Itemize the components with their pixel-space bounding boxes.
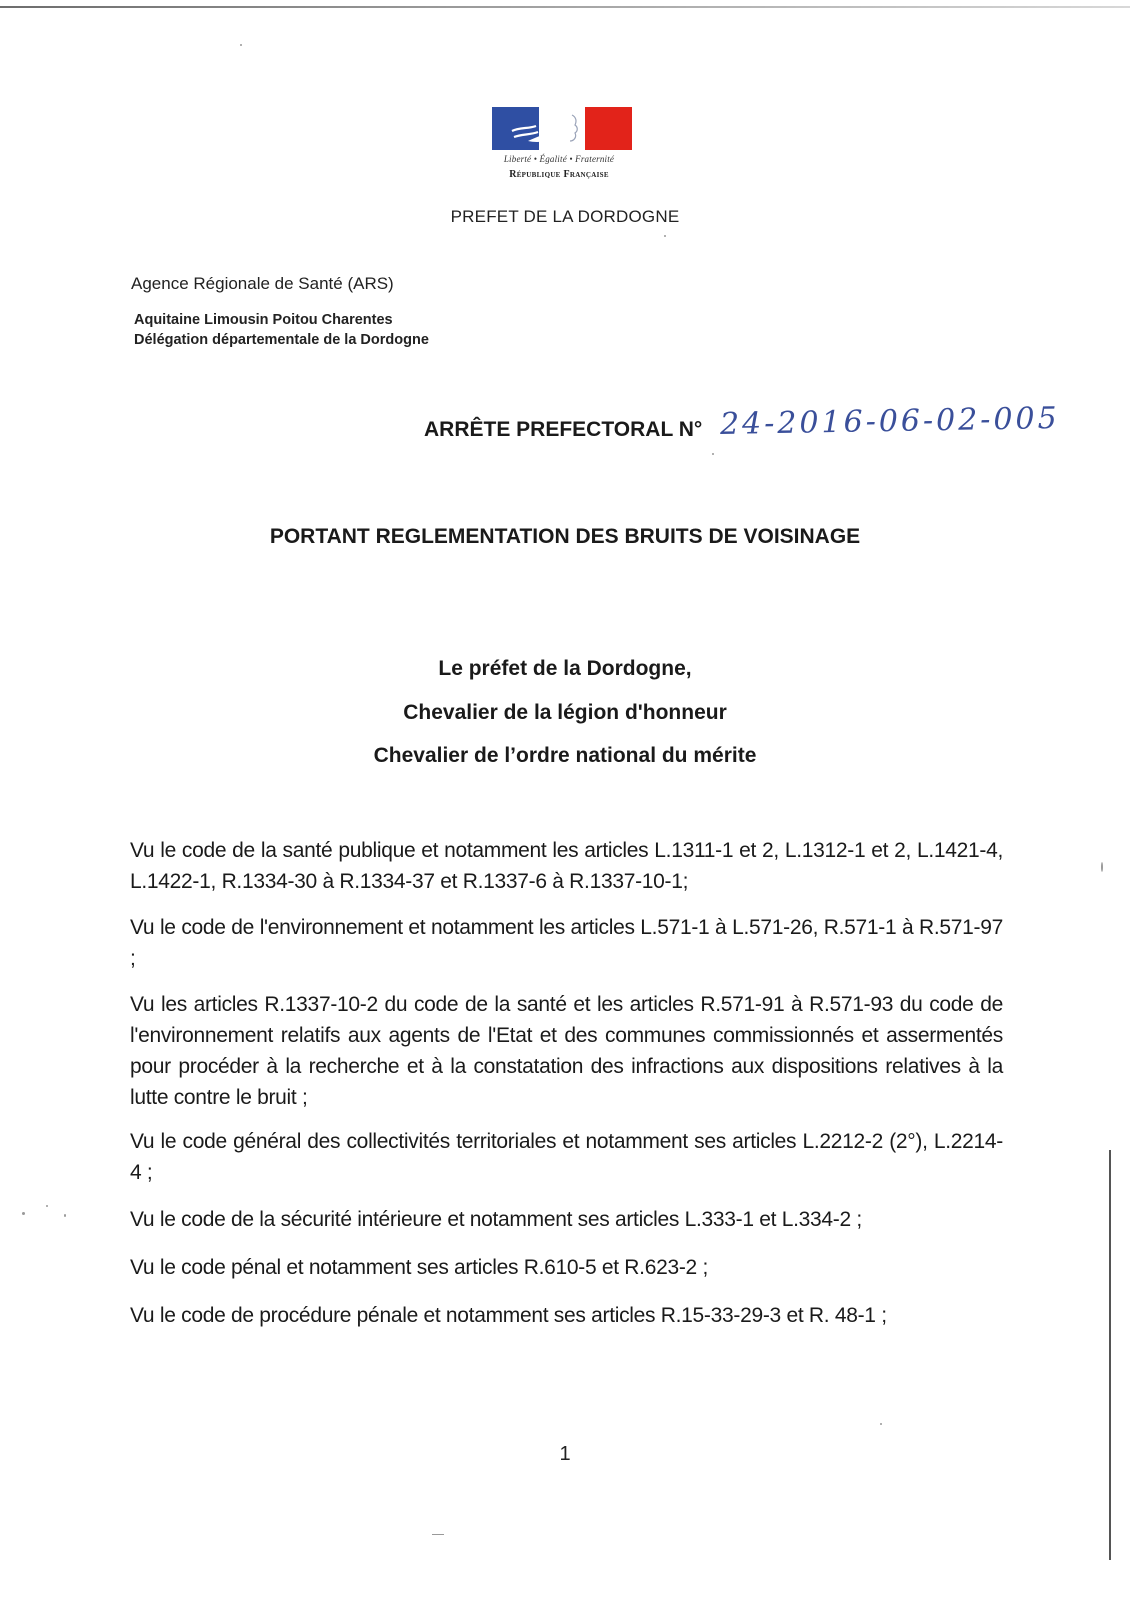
scan-speck — [46, 1205, 48, 1207]
scan-speck — [64, 1214, 66, 1217]
arrete-subject: PORTANT REGLEMENTATION DES BRUITS DE VOISINAGE — [269, 525, 861, 548]
consideration-paragraph: Vu le code de la sécurité intérieure et notamment ses articles L.333-1 et L.334-2 ; — [130, 1208, 862, 1231]
page-number: 1 — [559, 1443, 571, 1465]
scan-edge-right — [1109, 1150, 1111, 1560]
scan-speck — [1101, 862, 1103, 872]
agency-region: Aquitaine Limousin Poitou Charentes — [134, 312, 393, 328]
consideration-paragraph: Vu le code de procédure pénale et notamment ses articles R.15-33-29-3 et R. 48-1 ; — [130, 1304, 887, 1327]
republic-motto: Liberté • Égalité • Fraternité — [503, 154, 615, 164]
scan-speck — [664, 235, 666, 237]
agency-delegation: Délégation départementale de la Dordogne — [134, 332, 429, 348]
consideration-paragraph: Vu le code de la santé publique et notamment les articles L.1311-1 et 2, L.1312-1 et 2, L.1421-4, L.1422-1, R.1334-30 à R.1334-37 et R.1337-6 à R.1337-10-1; — [130, 839, 1003, 893]
scan-speck — [22, 1212, 25, 1215]
agency-name: Agence Régionale de Santé (ARS) — [131, 274, 394, 293]
merit-title: Chevalier de l’ordre national du mérite — [373, 744, 757, 767]
honour-title: Chevalier de la légion d'honneur — [403, 701, 727, 724]
consideration-paragraph: Vu le code de l'environnement et notamment les articles L.571-1 à L.571-26, R.571-1 à R.571-97 ; — [130, 916, 1003, 970]
marianne-logo — [484, 107, 634, 185]
prefecture-header: PREFET DE LA DORDOGNE — [450, 207, 680, 226]
republic-name: République Française — [509, 169, 609, 180]
scan-edge-top — [0, 6, 1130, 8]
consideration-paragraph: Vu le code pénal et notamment ses articles R.610-5 et R.623-2 ; — [130, 1256, 708, 1279]
arrete-handwritten-number: 24-2016-06-02-005 — [719, 401, 1060, 442]
consideration-paragraph: Vu le code général des collectivités territoriales et notamment ses articles L.2212-2 (2°), L.2214-4 ; — [130, 1130, 1003, 1184]
scan-speck — [880, 1423, 882, 1425]
prefet-title: Le préfet de la Dordogne, — [438, 657, 692, 680]
scan-speck — [432, 1534, 444, 1535]
consideration-paragraph: Vu les articles R.1337-10-2 du code de la santé et les articles R.571-91 à R.571-93 du code de l'environnement relatifs aux agents de l'Etat et des communes commissionnés et assermentés pour procéder à la recherche et à la constatation des infractions aux dispositions relatives à la lutte contre le bruit ; — [130, 993, 1003, 1109]
arrete-label: ARRÊTE PREFECTORAL N° — [424, 418, 703, 441]
french-flag-icon — [492, 107, 632, 150]
scan-speck — [712, 453, 714, 455]
scan-speck — [240, 44, 242, 46]
